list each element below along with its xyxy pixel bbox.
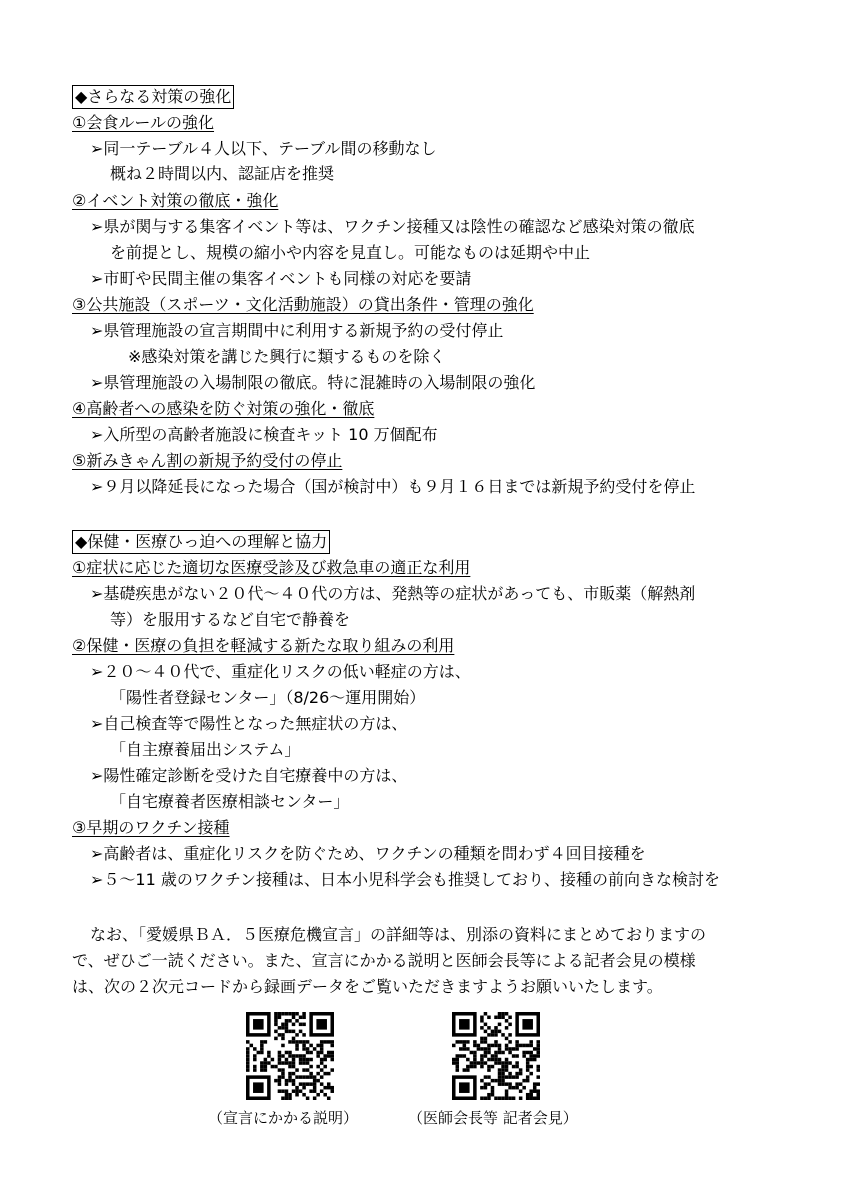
list-item: 概ね２時間以内、認証店を推奨	[110, 164, 335, 183]
closing-paragraph-line: なお、「愛媛県ＢＡ．５医療危機宣言」の詳細等は、別添の資料にまとめておりますの	[90, 925, 707, 944]
heading-public-facilities: ③公共施設（スポーツ・文化活動施設）の貸出条件・管理の強化	[72, 295, 534, 314]
list-item: ➢県管理施設の入場制限の徹底。特に混雑時の入場制限の強化	[90, 373, 536, 392]
list-item: ➢２０～４０代で、重症化リスクの低い軽症の方は、	[90, 662, 471, 681]
list-item: ➢５～11 歳のワクチン接種は、日本小児科学会も推奨しており、接種の前向きな検討を	[90, 870, 721, 889]
heading-appropriate-care: ①症状に応じた適切な医療受診及び救急車の適正な利用	[72, 558, 471, 577]
section-header-measures: ◆さらなる対策の強化	[72, 85, 234, 109]
heading-dining-rules: ①会食ルールの強化	[72, 113, 215, 132]
qr-code-explanation[interactable]	[246, 1012, 334, 1100]
heading-mikyan-discount: ⑤新みきゃん割の新規予約受付の停止	[72, 451, 343, 470]
list-item-note: ※感染対策を講じた興行に類するものを除く	[128, 347, 446, 366]
list-item: ➢９月以降延長になった場合（国が検討中）も９月１６日までは新規予約受付を停止	[90, 477, 696, 496]
list-item: 「自主療養届出システム」	[110, 740, 301, 759]
list-item: ➢県が関与する集客イベント等は、ワクチン接種又は陰性の確認など感染対策の徹底	[90, 217, 695, 236]
list-item: を前提とし、規模の縮小や内容を見直し。可能なものは延期や中止	[110, 243, 591, 262]
closing-paragraph-line: で、ぜひご一読ください。また、宣言にかかる説明と医師会長等による記者会見の模様	[72, 951, 696, 970]
list-item: 「自宅療養者医療相談センター」	[110, 792, 350, 811]
list-item: 等）を服用するなど自宅で静養を	[110, 610, 351, 629]
list-item: ➢市町や民間主催の集客イベントも同様の対応を要請	[90, 269, 472, 288]
list-item: ➢入所型の高齢者施設に検査キット 10 万個配布	[90, 425, 438, 444]
list-item: ➢同一テーブル４人以下、テーブル間の移動なし	[90, 139, 437, 158]
list-item: ➢高齢者は、重症化リスクを防ぐため、ワクチンの種類を問わず４回目接種を	[90, 844, 646, 863]
list-item: 「陽性者登録センター」（8/26～運用開始）	[110, 688, 426, 707]
list-item: ➢自己検査等で陽性となった無症状の方は、	[90, 714, 408, 733]
list-item: ➢県管理施設の宣言期間中に利用する新規予約の受付停止	[90, 321, 504, 340]
heading-early-vaccination: ③早期のワクチン接種	[72, 818, 230, 837]
closing-paragraph-line: は、次の２次元コードから録画データをご覧いただきますようお願いいたします。	[72, 977, 663, 996]
qr-caption-explanation: （宣言にかかる説明）	[208, 1109, 359, 1127]
qr-caption-press-conference: （医師会長等 記者会見）	[408, 1109, 578, 1127]
section-header-cooperation: ◆保健・医療ひっ迫への理解と協力	[72, 530, 330, 554]
list-item: ➢基礎疾患がない２０代～４０代の方は、発熱等の症状があっても、市販薬（解熱剤	[90, 584, 696, 603]
qr-code-press-conference[interactable]	[452, 1012, 540, 1100]
heading-elderly-protection: ④高齢者への感染を防ぐ対策の強化・徹底	[72, 399, 375, 418]
heading-new-initiatives: ②保健・医療の負担を軽減する新たな取り組みの利用	[72, 636, 455, 655]
heading-event-measures: ②イベント対策の徹底・強化	[72, 191, 279, 210]
list-item: ➢陽性確定診断を受けた自宅療養中の方は、	[90, 766, 408, 785]
